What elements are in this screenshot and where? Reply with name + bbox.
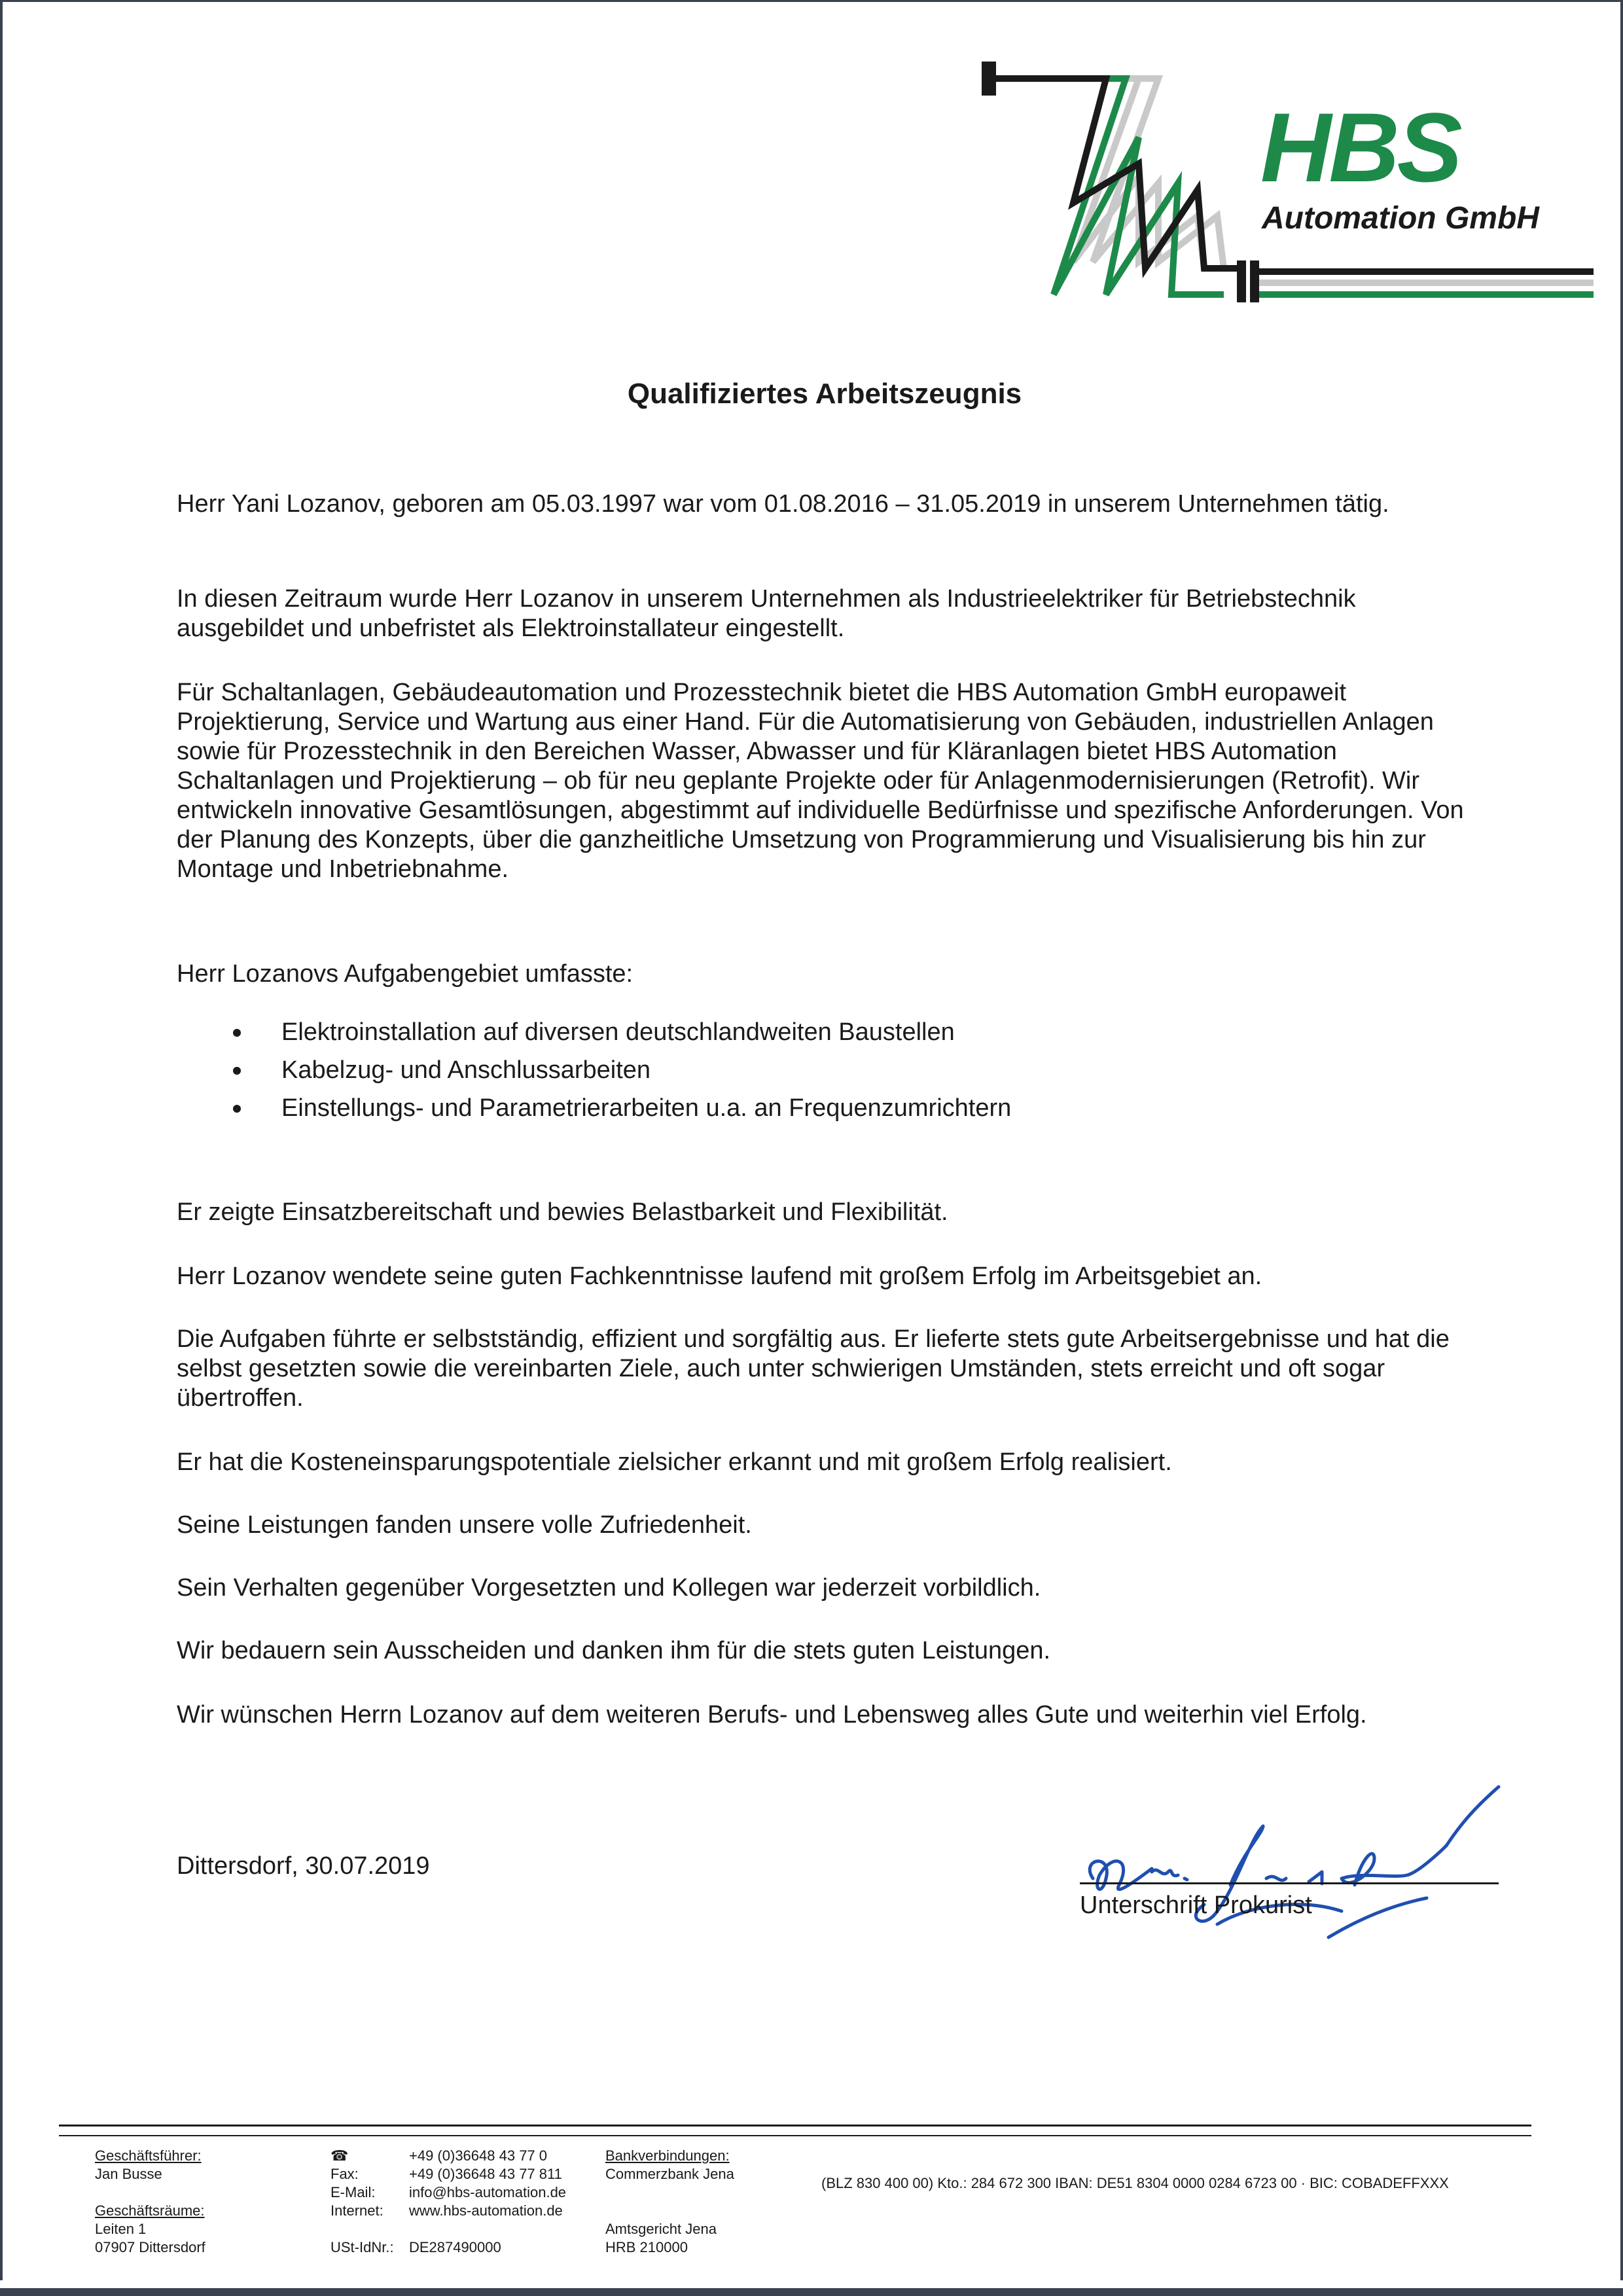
- handwritten-signature: [1054, 1780, 1512, 1950]
- signature-line: [1080, 1882, 1499, 1884]
- vat-label: USt-IdNr.:: [330, 2239, 394, 2255]
- fax-number: +49 (0)36648 43 77 811: [409, 2166, 562, 2182]
- paragraph-wishes: Wir wünschen Herrn Lozanov auf dem weiteren Berufs- und Lebensweg alles Gute und weiterhin viel Erfolg.: [177, 1701, 1367, 1729]
- court: Amtsgericht Jena: [605, 2221, 717, 2237]
- footer-contact: [330, 2147, 566, 2257]
- managers-label: Geschäftsführer:: [95, 2147, 202, 2164]
- paragraph-performance: Die Aufgaben führte er selbstständig, effizient und sorgfältig aus. Er lieferte stets gute Arbeitsergebnisse und hat die selbst gesetzten sowie die vereinbarten Ziele, auch unter schwierigen Umständen, stets erreicht und oft sogar übertroffen.: [177, 1325, 1450, 1412]
- bank-label: Bankverbindungen:: [605, 2147, 730, 2164]
- bank-name: Commerzbank Jena: [605, 2166, 734, 2182]
- page-bottom-border: [0, 2288, 1623, 2296]
- paragraph-satisfaction: Seine Leistungen fanden unsere volle Zufriedenheit.: [177, 1511, 752, 1539]
- footer-bank: [605, 2147, 734, 2257]
- register-number: HRB 210000: [605, 2239, 688, 2255]
- place-date: Dittersdorf, 30.07.2019: [177, 1852, 430, 1880]
- internet-label: Internet:: [330, 2202, 383, 2219]
- list-item: Einstellungs- und Parametrierarbeiten u.a. an Frequenzumrichtern: [177, 1089, 1011, 1127]
- phone-icon: ☎: [330, 2147, 349, 2164]
- footer-divider-thin: [59, 2135, 1531, 2136]
- email-label: E-Mail:: [330, 2184, 376, 2200]
- signature-caption: Unterschrift Prokurist: [1080, 1892, 1312, 1919]
- logo-subtitle: Automation GmbH: [1262, 201, 1539, 236]
- footer-divider: [59, 2125, 1531, 2126]
- managers-name: Jan Busse: [95, 2166, 162, 2182]
- vat-number: DE287490000: [409, 2239, 501, 2255]
- fax-label: Fax:: [330, 2166, 359, 2182]
- rooms-label: Geschäftsräume:: [95, 2202, 205, 2219]
- logo-wordmark: HBS: [1260, 92, 1460, 202]
- paragraph-regret: Wir bedauern sein Ausscheiden und danken ihm für die stets guten Leistungen.: [177, 1637, 1051, 1664]
- paragraph-tasks-intro: Herr Lozanovs Aufgabengebiet umfasste:: [177, 960, 633, 988]
- document-title: Qualifiziertes Arbeitszeugnis: [627, 378, 1022, 410]
- paragraph-training: In diesen Zeitraum wurde Herr Lozanov in unserem Unternehmen als Industrieelektriker für Betriebstechnik ausgebildet und unbefristet als Elektroinstallateur eingestellt.: [177, 585, 1356, 642]
- paragraph-knowledge: Herr Lozanov wendete seine guten Fachkenntnisse laufend mit großem Erfolg im Arbeitsgebiet an.: [177, 1263, 1262, 1290]
- rooms-city: 07907 Dittersdorf: [95, 2239, 205, 2255]
- paragraph-commitment: Er zeigte Einsatzbereitschaft und bewies Belastbarkeit und Flexibilität.: [177, 1198, 948, 1226]
- email-address: info@hbs-automation.de: [409, 2184, 567, 2200]
- task-list: [177, 1013, 1011, 1127]
- phone-number: +49 (0)36648 43 77 0: [409, 2147, 548, 2164]
- list-item: Kabelzug- und Anschlussarbeiten: [177, 1051, 1011, 1089]
- rooms-street: Leiten 1: [95, 2221, 147, 2237]
- paragraph-behaviour: Sein Verhalten gegenüber Vorgesetzten und Kollegen war jederzeit vorbildlich.: [177, 1574, 1041, 1602]
- list-item: Elektroinstallation auf diversen deutschlandweiten Baustellen: [177, 1013, 1011, 1051]
- paragraph-company: Für Schaltanlagen, Gebäudeautomation und Prozesstechnik bietet die HBS Automation GmbH europaweit Projektierung, Service und Wartung aus einer Hand. Für die Automatisierung von Gebäuden, industriellen Anlagen sowie für Prozesstechnik in den Bereichen Wasser, Abwasser und für Kläranlagen bietet HBS Automation Schaltanlagen und Projektierung – ob für neu geplante Projekte oder für Anlagenmodernisierungen (Retrofit). Wir entwickeln innovative Gesamtlösungen, abgestimmt auf individuelle Bedürfnisse und spezifische Anforderungen. Von der Planung des Konzepts, über die ganzheitliche Umsetzung von Programmierung und Visualisierung bis hin zur Montage und Inbetriebnahme.: [177, 679, 1464, 883]
- website: www.hbs-automation.de: [409, 2202, 563, 2219]
- paragraph-savings: Er hat die Kosteneinsparungspotentiale zielsicher erkannt und mit großem Erfolg realisiert.: [177, 1448, 1172, 1476]
- footer-bank-details: (BLZ 830 400 00) Kto.: 284 672 300 IBAN: DE51 8304 0000 0284 6723 00 · BIC: COBADEFFXXX: [821, 2175, 1449, 2191]
- footer-management: [95, 2147, 205, 2257]
- paragraph-intro: Herr Yani Lozanov, geboren am 05.03.1997 war vom 01.08.2016 – 31.05.2019 in unserem Unternehmen tätig.: [177, 490, 1389, 518]
